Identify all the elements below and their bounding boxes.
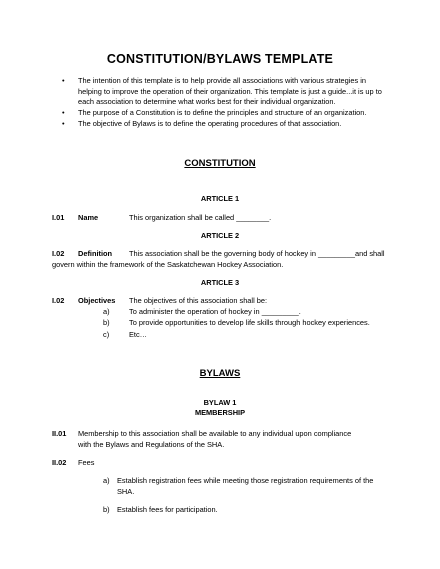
article-3-heading: ARTICLE 3 bbox=[200, 278, 240, 287]
fee-item-letter: b) bbox=[103, 505, 110, 514]
document-title: CONSTITUTION/BYLAWS TEMPLATE bbox=[106, 52, 334, 66]
fee-item-text-line1: Establish fees for participation. bbox=[117, 505, 218, 514]
bullet-icon: • bbox=[62, 108, 65, 118]
fee-item-text-line2: SHA. bbox=[117, 487, 135, 496]
fee-item-letter: a) bbox=[103, 476, 110, 485]
bylaws-heading: BYLAWS bbox=[199, 368, 241, 379]
bylaw-clause-text-line2: with the Bylaws and Regulations of the SHA. bbox=[78, 440, 225, 449]
bylaw-clause-number: II.02 bbox=[52, 458, 67, 467]
objective-text: Etc… bbox=[129, 330, 148, 339]
bylaw-clause-label: Fees bbox=[78, 458, 95, 467]
article-1-label: Name bbox=[78, 213, 99, 222]
intro-bullet bbox=[62, 119, 382, 130]
article-3-label: Objectives bbox=[78, 296, 116, 305]
bylaw-1-subheading: MEMBERSHIP bbox=[194, 408, 246, 417]
article-2-number: I.02 bbox=[52, 249, 65, 258]
intro-bullet-text: The objective of Bylaws is to define the operating procedures of that association. bbox=[78, 118, 342, 128]
objective-text: To provide opportunities to develop life skills through hockey experiences. bbox=[129, 318, 370, 327]
intro-bullet-text: The purpose of a Constitution is to define the principles and structure of an organization. bbox=[78, 108, 367, 118]
intro-bullet bbox=[62, 76, 382, 108]
bylaw-clause-text-line1: Membership to this association shall be available to any individual upon compliance bbox=[78, 429, 352, 438]
intro-bullet bbox=[62, 108, 382, 119]
article-2-text-line1: This association shall be the governing body of hockey in _________and shall bbox=[129, 249, 385, 258]
article-2-text-line2: govern within the framework of the Saskatchewan Hockey Association. bbox=[52, 260, 284, 269]
bylaw-1-heading: BYLAW 1 bbox=[203, 398, 237, 407]
article-2-label: Definition bbox=[78, 249, 113, 258]
objective-text: To administer the operation of hockey in _________. bbox=[129, 307, 301, 316]
constitution-heading: CONSTITUTION bbox=[184, 158, 256, 169]
article-1-text: This organization shall be called ________. bbox=[129, 213, 272, 222]
intro-bullet-text: The intention of this template is to help provide all associations with various strategies in helping to improve the operation of their organization. This template is just a guide...it is up to each association to determine what works best for their individual organization. bbox=[78, 76, 382, 107]
fee-item-text-line1: Establish registration fees while meeting those registration requirements of the bbox=[117, 476, 374, 485]
article-3-intro: The objectives of this association shall be: bbox=[129, 296, 268, 305]
objective-letter: c) bbox=[103, 330, 110, 339]
intro-bullet-list bbox=[62, 76, 382, 130]
article-1-heading: ARTICLE 1 bbox=[200, 194, 240, 203]
bullet-icon: • bbox=[62, 76, 65, 85]
objective-letter: b) bbox=[103, 318, 110, 327]
bylaw-clause-number: II.01 bbox=[52, 429, 67, 438]
objective-letter: a) bbox=[103, 307, 110, 316]
bullet-icon: • bbox=[62, 118, 65, 128]
article-2-heading: ARTICLE 2 bbox=[200, 231, 240, 240]
article-1-number: I.01 bbox=[52, 213, 65, 222]
article-3-number: I.02 bbox=[52, 296, 65, 305]
